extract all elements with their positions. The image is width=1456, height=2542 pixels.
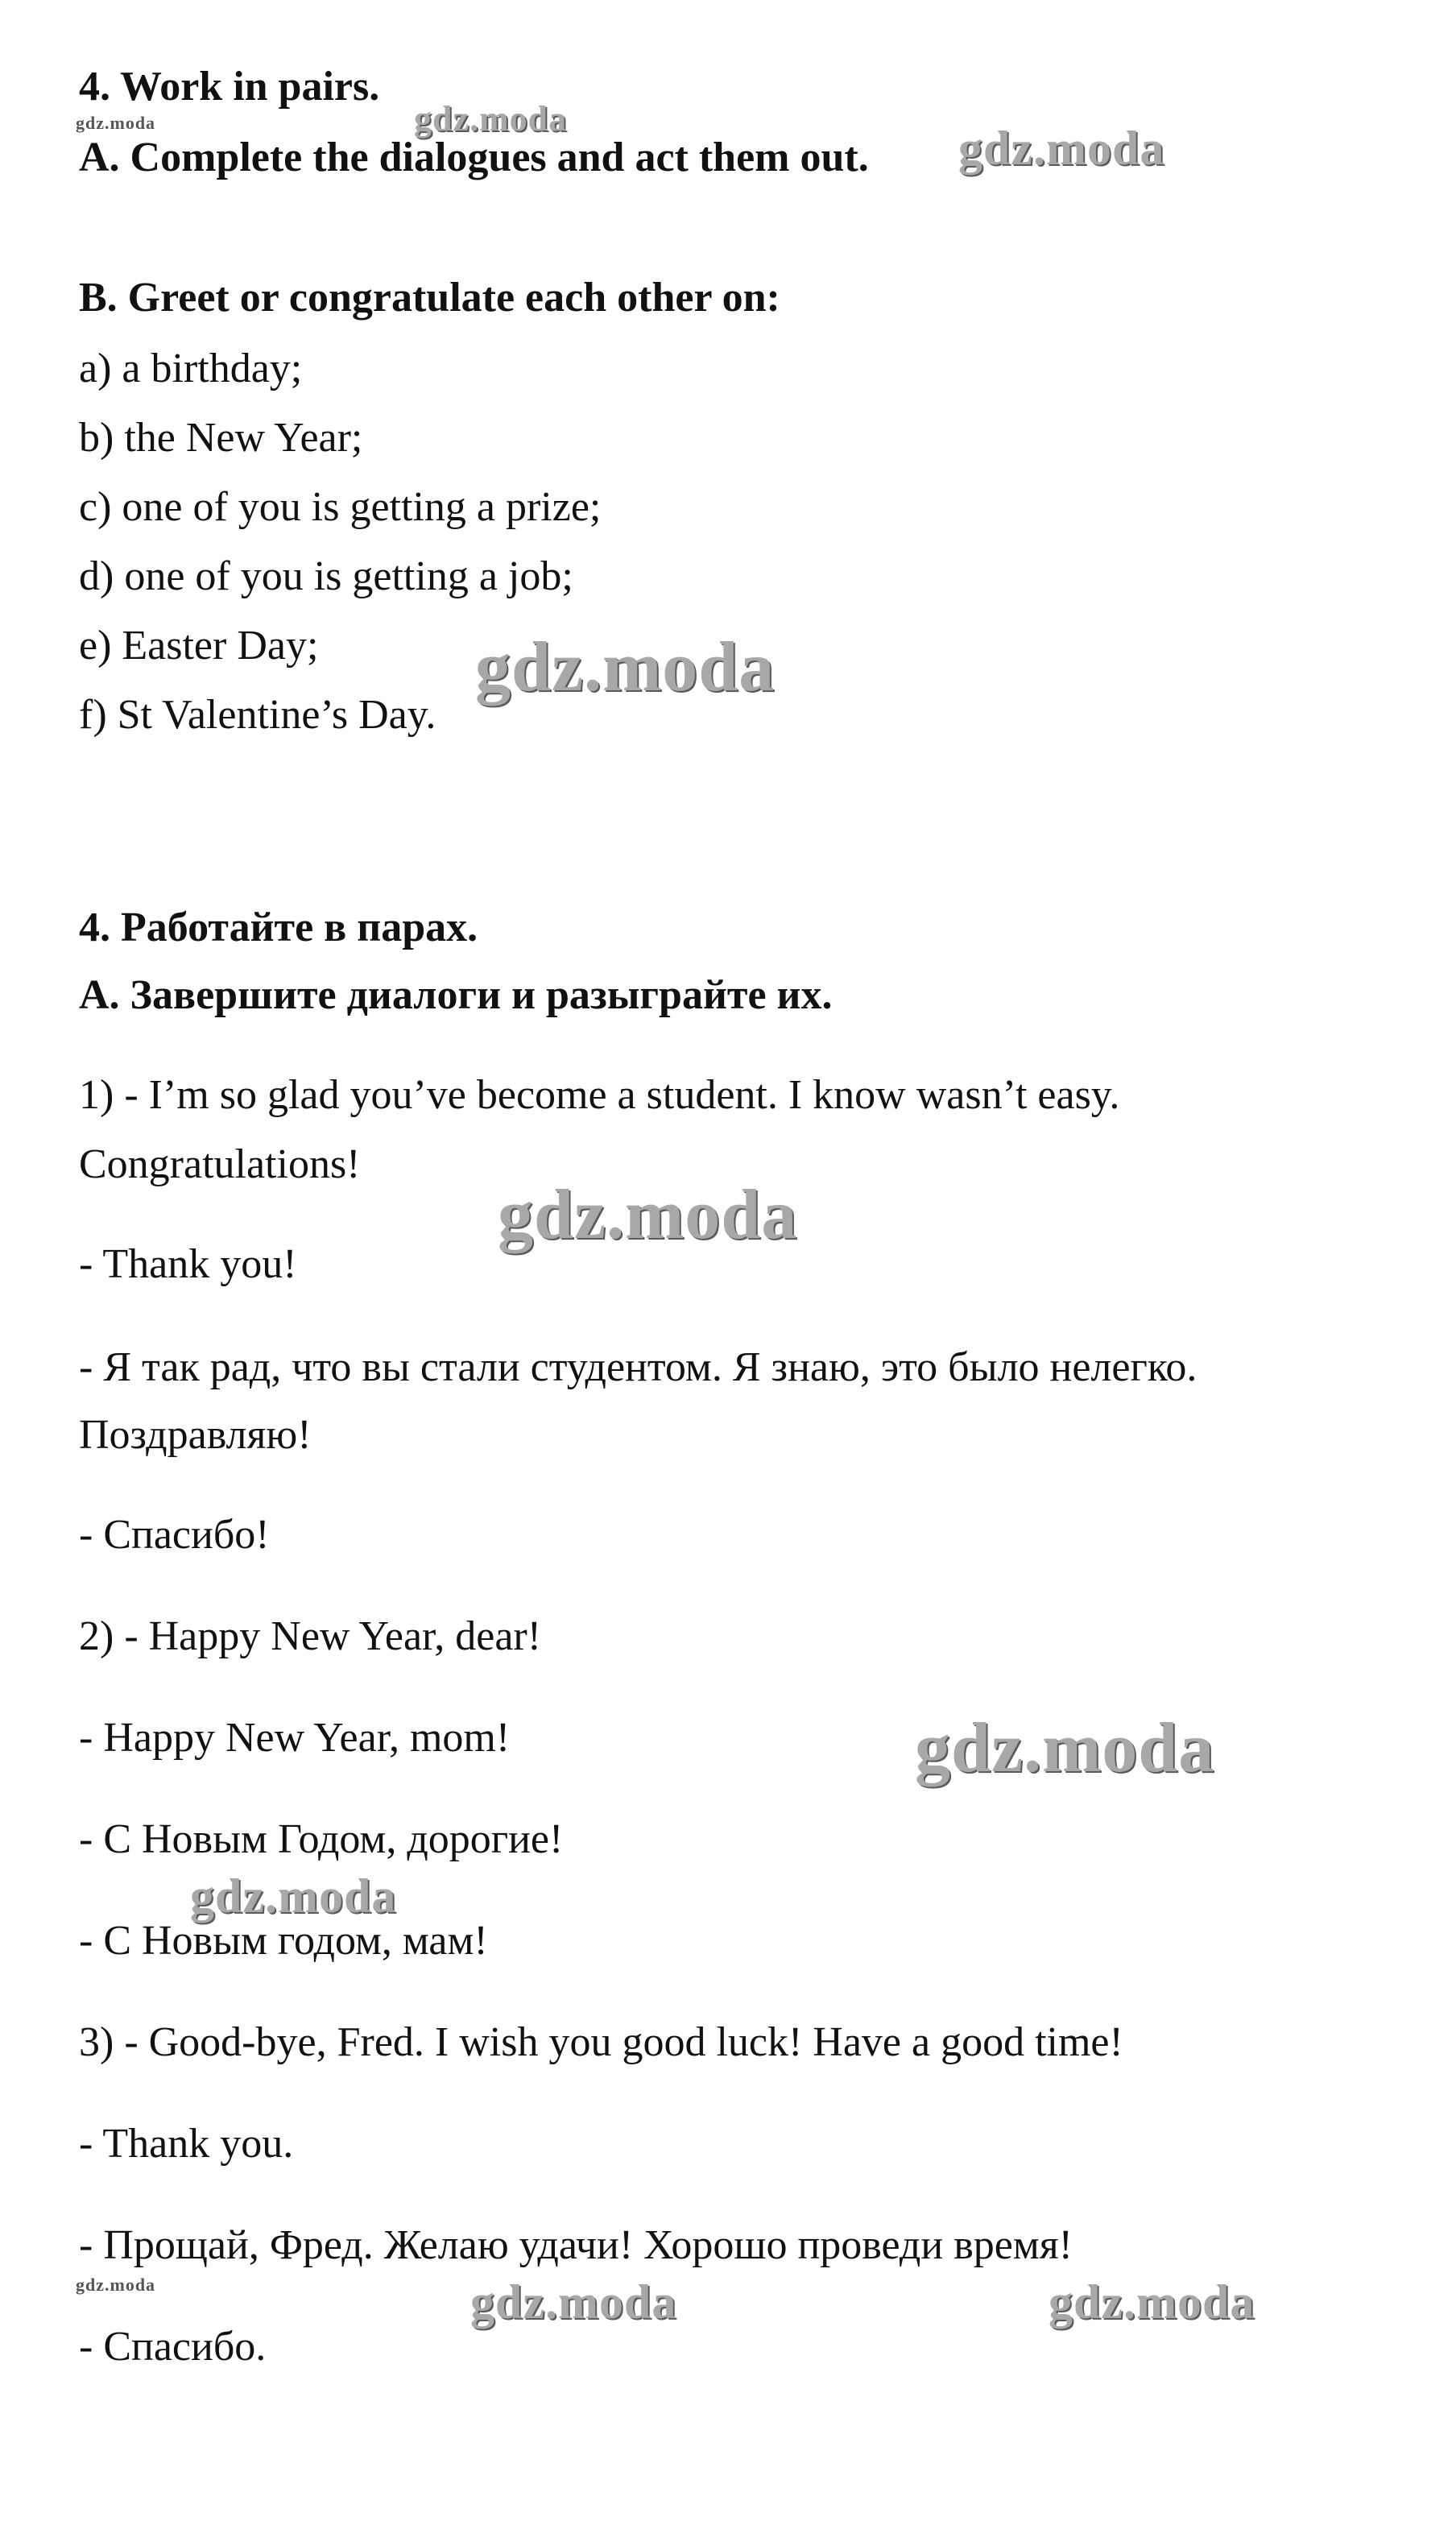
task-a-ru: А. Завершите диалоги и разыграйте их. — [79, 972, 833, 1018]
dialogue-line: - С Новым Годом, дорогие! — [79, 1816, 564, 1862]
exercise-heading-ru: 4. Работайте в парах. — [79, 905, 478, 950]
task-a-en: A. Complete the dialogues and act them out. — [79, 135, 869, 180]
dialogue-line: - Happy New Year, mom! — [79, 1715, 511, 1761]
dialogue-line: - Спасибо! — [79, 1512, 270, 1558]
dialogue-line: - Я так рад, что вы стали студентом. Я знаю, это было нелегко. — [79, 1344, 1197, 1390]
dialogue-line: - С Новым годом, мам! — [79, 1918, 488, 1964]
watermark: gdz.moda — [76, 2275, 156, 2295]
list-item: a) a birthday; — [79, 346, 303, 391]
list-item: f) St Valentine’s Day. — [79, 692, 436, 738]
list-item: c) one of you is getting a prize; — [79, 484, 602, 530]
dialogue-line: Congratulations! — [79, 1141, 361, 1187]
watermark: gdz.moda — [958, 122, 1165, 175]
list-item: e) Easter Day; — [79, 623, 319, 669]
dialogue-line: - Прощай, Фред. Желаю удачи! Хорошо проведи время! — [79, 2222, 1073, 2268]
watermark: gdz.moda — [915, 1709, 1215, 1787]
watermark: gdz.moda — [190, 1869, 397, 1923]
dialogue-line: Поздравляю! — [79, 1412, 312, 1458]
watermark: gdz.moda — [1049, 2275, 1255, 2329]
watermark: gdz.moda — [414, 99, 568, 139]
watermark: gdz.moda — [470, 2275, 677, 2329]
exercise-heading-en: 4. Work in pairs. — [79, 64, 380, 110]
watermark: gdz.moda — [475, 628, 776, 706]
task-b-en: B. Greet or congratulate each other on: — [79, 275, 780, 321]
dialogue-line: - Thank you. — [79, 2121, 294, 2167]
list-item: d) one of you is getting a job; — [79, 553, 573, 599]
dialogue-line: 1) - I’m so glad you’ve become a student. I know wasn’t easy. — [79, 1072, 1120, 1118]
dialogue-line: 2) - Happy New Year, dear! — [79, 1613, 542, 1659]
dialogue-line: - Спасибо. — [79, 2324, 267, 2370]
watermark: gdz.moda — [498, 1176, 798, 1254]
dialogue-line: - Thank you! — [79, 1241, 297, 1287]
list-item: b) the New Year; — [79, 415, 363, 461]
dialogue-line: 3) - Good-bye, Fred. I wish you good luck! Have a good time! — [79, 2019, 1123, 2065]
watermark: gdz.moda — [76, 113, 156, 133]
